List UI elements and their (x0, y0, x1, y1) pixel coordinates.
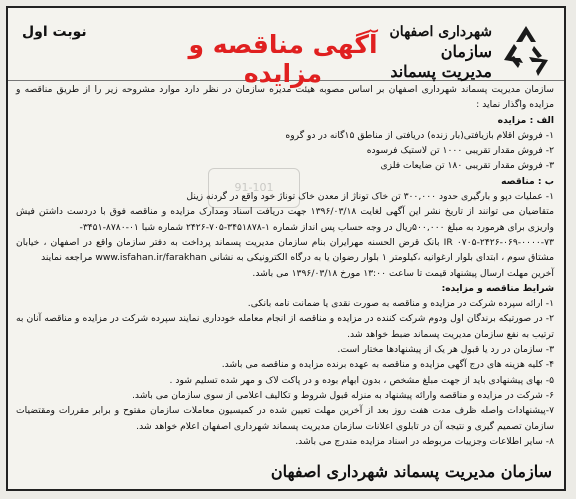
footer-signature: سازمان مدیریت پسماند شهرداری اصفهان (270, 462, 552, 481)
recycle-logo-icon (498, 22, 554, 78)
condition-5: ۵- بهای پیشنهادی باید از جهت مبلغ مشخص ، بدون ابهام بوده و در پاکت لاک و مهر شده تسلیم شود . (169, 374, 554, 386)
org-line-1: شهرداری اصفهان (389, 24, 492, 40)
auction-item-3: ۳- فروش مقدار تقریبی ۱۸۰ تن ضایعات فلزی (380, 160, 554, 172)
condition-4: ۴- کلیه هزینه های درج آگهی مزایده و مناقصه به عهده برنده مزایده و مناقصه می باشد. (221, 359, 554, 371)
instructions-tail: مراجعه نمایند (41, 252, 93, 264)
tender-item-1: ۱- عملیات دپو و بارگیری حدود ۳۰۰,۰۰۰ تن خاک توناژ از معدن خاک توناژ خود واقع در گردنه زینل (186, 191, 554, 203)
conditions-heading: شرایط مناقصه و مزایده: (441, 282, 554, 294)
notice-body (16, 82, 554, 451)
round-label: نوبت اول (22, 24, 87, 40)
condition-7: ۷-پیشنهادات واصله ظرف مدت هفت روز بعد از آخرین مهلت تعیین شده در کمیسیون معاملات سازمان مفتوح و برابر مقررات ومقتضیات سازمان تصمیم گیری و نتیجه آن در تابلوی اعلانات سازمان مدیریت پسماند شهرداری اصفهان اعلام خواهد شد. (16, 405, 554, 432)
intro-text: سازمان مدیریت پسماند شهرداری اصفهان بر اساس مصوبه هیئت مدیره سازمان در نظر دارد موارد مشروحه زیر را از طریق مناقصه و مزایده واگذار نماید : (16, 84, 554, 111)
watermark-stamp: 91-101 (208, 168, 300, 208)
instructions-paragraph-1: متقاضیان می توانند از تاریخ نشر این آگهی لغایت ۱۳۹۶/۰۳/۱۸ جهت دریافت اسناد ومدارک مزایده و مناقصه فوق با دردست داشتن فیش واریزی برای هرمورد به مبلغ ۵۰۰,۰۰۰ریال در وجه حساب پس انداز شماره ۱-۳۴۵۱۸۷۸-۷۰۵-۲۴۲۶ شماره شبا ۰۱-۸۷۸۰-۳۴۵۱- (16, 206, 554, 233)
condition-3: ۳- سازمان در رد یا قبول هر یک از پیشنهادها مختار است. (337, 344, 554, 356)
notice-header (8, 8, 564, 88)
auction-item-1: ۱- فروش اقلام بازیافتی(بار زنده) دریافتی از مناطق ۱۵گانه در دو گروه (285, 129, 554, 141)
section-auction-heading: الف : مزایده (497, 114, 554, 126)
condition-2: ۲- در صورتیکه برندگان اول ودوم شرکت کننده در مزایده و مناقصه از انجام معامله خودداری نمایند سپرده شرکت در مزایده و مناقصه آنان به ترتیب به نفع سازمان مدیریت پسماند ضبط خواهد شد. (16, 313, 554, 340)
condition-1: ۱- ارائه سپرده شرکت در مزایده و مناقصه به صورت نقدی یا ضمانت نامه بانکی. (247, 298, 554, 310)
instructions-text: ۰۷۰۵-۲۴۲۶-۰۶۹-۰۰۰۰-۷۳ IR بانک قرض الحسنه مهرایران بنام سازمان مدیریت پسماند پرداخت به دفتر سازمان واقع در اصفهان ، خیابان مشتاق سوم ، ابتدای بلوار ارغوانیه ،کیلومتر ۱ بلوار رضوان یا به درگاه الکترونیکی به نشانی (16, 236, 554, 264)
instructions-paragraph-2 (16, 235, 554, 266)
auction-item-2: ۲- فروش مقدار تقریبی ۱۰۰۰ تن لاستیک فرسوده (366, 145, 554, 157)
condition-6: ۶- شرکت در مزایده و مناقصه وارائه پیشنهاد به منزله قبول شروط و تکالیف اعلامی از سوی سازمان می باشد. (132, 389, 554, 401)
condition-8: ۸- سایر اطلاعات وجزییات مربوطه در اسناد مزایده مندرج می باشد. (295, 435, 554, 447)
organization-name (387, 22, 492, 82)
notice-title: آگهی مناقصه و مزایده (188, 30, 378, 88)
notice-frame (6, 6, 566, 491)
deadline-text: آخرین مهلت ارسال پیشنهاد قیمت تا ساعت ۱۳:۰۰ مورخ ۱۳۹۶/۰۳/۱۸ می باشد. (252, 267, 554, 279)
org-line-2: سازمان مدیریت پسماند (390, 42, 492, 81)
website-link[interactable]: www.isfahan.ir/farakhan (95, 252, 207, 264)
section-tender-heading: ب : مناقصه (501, 175, 554, 187)
